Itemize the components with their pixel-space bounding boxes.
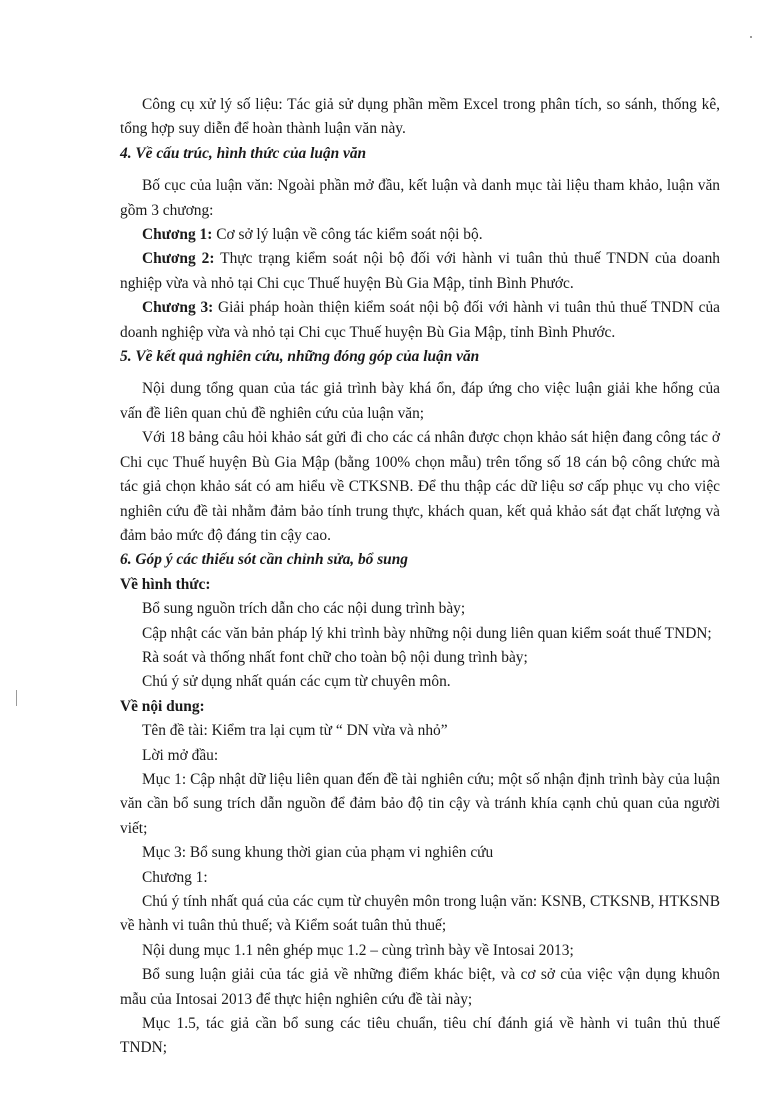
- form-item-3: Rà soát và thống nhất font chữ cho toàn bộ nội dung trình bày;: [142, 648, 528, 666]
- chapter-3-label: Chương 3:: [142, 299, 214, 317]
- content-muc-1-5: Mục 1.5, tác giả cần bổ sung các tiêu chuẩn, tiêu chí đánh giá về hành vi tuân thủ thuế TNDN;: [120, 1015, 720, 1057]
- chapter-2-line: [120, 247, 720, 296]
- section-heading-6: 6. Góp ý các thiếu sót cần chỉnh sửa, bổ sung: [120, 551, 408, 569]
- content-terminology: Chú ý tính nhất quá của các cụm từ chuyên môn trong luận văn: KSNB, CTKSNB, HTKSNB về hành vi tuân thủ thuế; và Kiểm soát tuân thủ thuế;: [120, 893, 720, 935]
- chapter-3-text: Giải pháp hoàn thiện kiểm soát nội bộ đối với hành vi tuân thủ thuế TNDN của doanh nghiệp vừa và nhỏ tại Chi cục Thuế huyện Bù Gia Mập, tỉnh Bình Phước.: [120, 299, 720, 341]
- paragraph-layout: Bố cục của luận văn: Ngoài phần mở đầu, kết luận và danh mục tài liệu tham khảo, luận văn gồm 3 chương:: [120, 177, 720, 219]
- chapter-2-text: Thực trạng kiểm soát nội bộ đối với hành vi tuân thủ thuế TNDN của doanh nghiệp vừa và nhỏ tại Chi cục Thuế huyện Bù Gia Mập, tỉnh Bình Phước.: [120, 250, 720, 292]
- paragraph-survey: Với 18 bảng câu hỏi khảo sát gửi đi cho các cá nhân được chọn khảo sát hiện đang công tác ở Chi cục Thuế huyện Bù Gia Mập (bằng 100% chọn mẫu) trên tổng số 18 cán bộ công chức mà tác giả chọn khảo sát có am hiểu về CTKSNB. Để thu thập các dữ liệu sơ cấp phục vụ cho việc nghiên cứu đề tài nhằm đảm bảo tính trung thực, khách quan, kết quả khảo sát đạt chất lượng và đảm bảo mức độ đáng tin cậy cao.: [120, 429, 720, 544]
- paragraph-overview: Nội dung tổng quan của tác giả trình bày khá ổn, đáp ứng cho việc luận giải khe hổng của vấn đề liên quan chủ đề nghiên cứu của luận văn;: [120, 380, 720, 422]
- content-chapter-1-label: Chương 1:: [142, 868, 208, 886]
- scan-mark-top-right: [750, 36, 752, 38]
- chapter-1-line: [120, 223, 720, 247]
- content-merge-sections: Nội dung mục 1.1 nên ghép mục 1.2 – cùng trình bày về Intosai 2013;: [142, 941, 574, 959]
- scan-mark-left-edge: [16, 690, 17, 706]
- content-differences: Bổ sung luận giải của tác giả về những điểm khác biệt, và cơ sở của việc vận dụng khuôn mẫu của Intosai 2013 để thực hiện nghiên cứu đề tài này;: [120, 966, 720, 1008]
- chapter-1-label: Chương 1:: [142, 226, 213, 244]
- form-item-4: Chú ý sử dụng nhất quán các cụm từ chuyên môn.: [142, 673, 451, 691]
- form-item-2: Cập nhật các văn bản pháp lý khi trình bày những nội dung liên quan kiểm soát thuế TNDN;: [142, 624, 712, 642]
- content-intro-label: Lời mở đầu:: [142, 746, 219, 764]
- document-page: [120, 93, 720, 1061]
- section-heading-5: 5. Về kết quả nghiên cứu, những đóng góp của luận văn: [120, 348, 480, 366]
- form-subheading: Về hình thức:: [120, 575, 211, 593]
- content-subheading: Về nội dung:: [120, 697, 205, 715]
- chapter-1-text: Cơ sở lý luận về công tác kiểm soát nội bộ.: [212, 226, 483, 244]
- section-heading-4: 4. Về cấu trúc, hình thức của luận văn: [120, 144, 367, 162]
- chapter-2-label: Chương 2:: [142, 250, 215, 268]
- paragraph-tools: Công cụ xử lý số liệu: Tác giả sử dụng phần mềm Excel trong phân tích, so sánh, thống kê, tổng hợp suy diễn để hoàn thành luận văn này.: [120, 96, 720, 138]
- chapter-3-line: [120, 296, 720, 345]
- content-muc-3: Mục 3: Bổ sung khung thời gian của phạm vi nghiên cứu: [142, 844, 494, 862]
- content-muc-1: Mục 1: Cập nhật dữ liệu liên quan đến đề tài nghiên cứu; một số nhận định trình bày của luận văn cần bổ sung trích dẫn nguồn để đảm bảo độ tin cậy và tránh khía cạnh chủ quan của người viết;: [120, 770, 720, 837]
- form-item-1: Bổ sung nguồn trích dẫn cho các nội dung trình bày;: [142, 600, 466, 618]
- content-title-note: Tên đề tài: Kiểm tra lại cụm từ “ DN vừa và nhỏ”: [142, 722, 448, 740]
